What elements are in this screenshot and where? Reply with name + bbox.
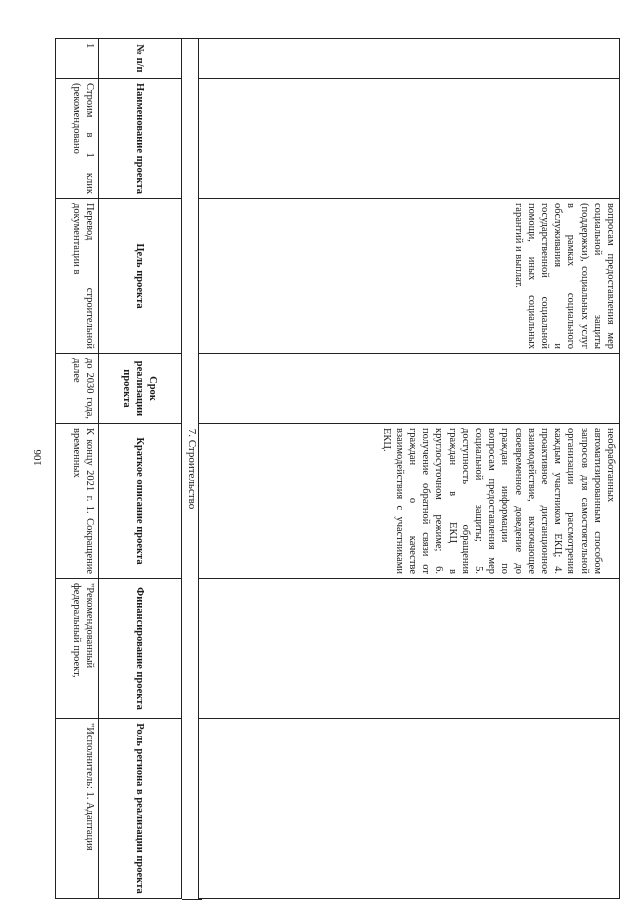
cell-term-empty — [199, 354, 620, 424]
cell-role-empty — [199, 719, 620, 899]
header-project-name: Наименование проекта — [99, 79, 182, 199]
table-row — [56, 39, 99, 899]
goal-continuation-text: вопросам предоставления мер социальной защиты (поддержки), социальных услуг в рамках социального обслуживания и государственной социальной помощи, иных социальных гарантий и выплат. — [199, 199, 620, 354]
header-number: № п/п — [99, 39, 182, 79]
row-number: 1 — [56, 39, 99, 79]
projects-table — [55, 38, 182, 899]
row-project-description: К концу 2021 г. 1. Сокращение временных — [56, 424, 99, 579]
description-continuation-text: необработанных автоматизированным способом запросов для самостоятельной организации рассмотрения каждым участником ЕКЦ; 4. проактивное дистанционное взаимодействие, включающее своевременное доведение до граждан информации по вопросам предоставления мер социальной защиты; 5. доступность обращения граждан в ЕКЦ в круглосуточном режиме; 6. получение обратной связи от граждан о качестве взаимодействия с участниками ЕКЦ. — [199, 424, 620, 579]
header-project-goal: Цель проекта — [99, 199, 182, 354]
cell-name-empty — [199, 79, 620, 199]
document-page — [60, 38, 620, 898]
header-region-role: Роль региона в реализации проекта — [99, 719, 182, 899]
cell-financing-empty — [199, 579, 620, 719]
row-project-financing: "Рекомендованный федеральный проект, — [56, 579, 99, 719]
row-region-role: "Исполнитель: 1. Адаптация — [56, 719, 99, 899]
section-title: 7. Строительство — [182, 38, 202, 900]
cell-num-empty — [199, 39, 620, 79]
header-project-description: Краткое описание проекта — [99, 424, 182, 579]
header-project-term: Срок реализации проекта — [99, 354, 182, 424]
row-project-goal: Перевод строительной документации в — [56, 199, 99, 354]
continuation-row — [199, 39, 620, 899]
continuation-table — [198, 38, 620, 899]
row-project-name: Строим в 1 клик (рекомендовано — [56, 79, 99, 199]
table-header-row — [99, 39, 182, 899]
page-number: 106 — [32, 449, 44, 466]
row-project-term: до 2030 года, далее — [56, 354, 99, 424]
header-project-financing: Финансирование проекта — [99, 579, 182, 719]
